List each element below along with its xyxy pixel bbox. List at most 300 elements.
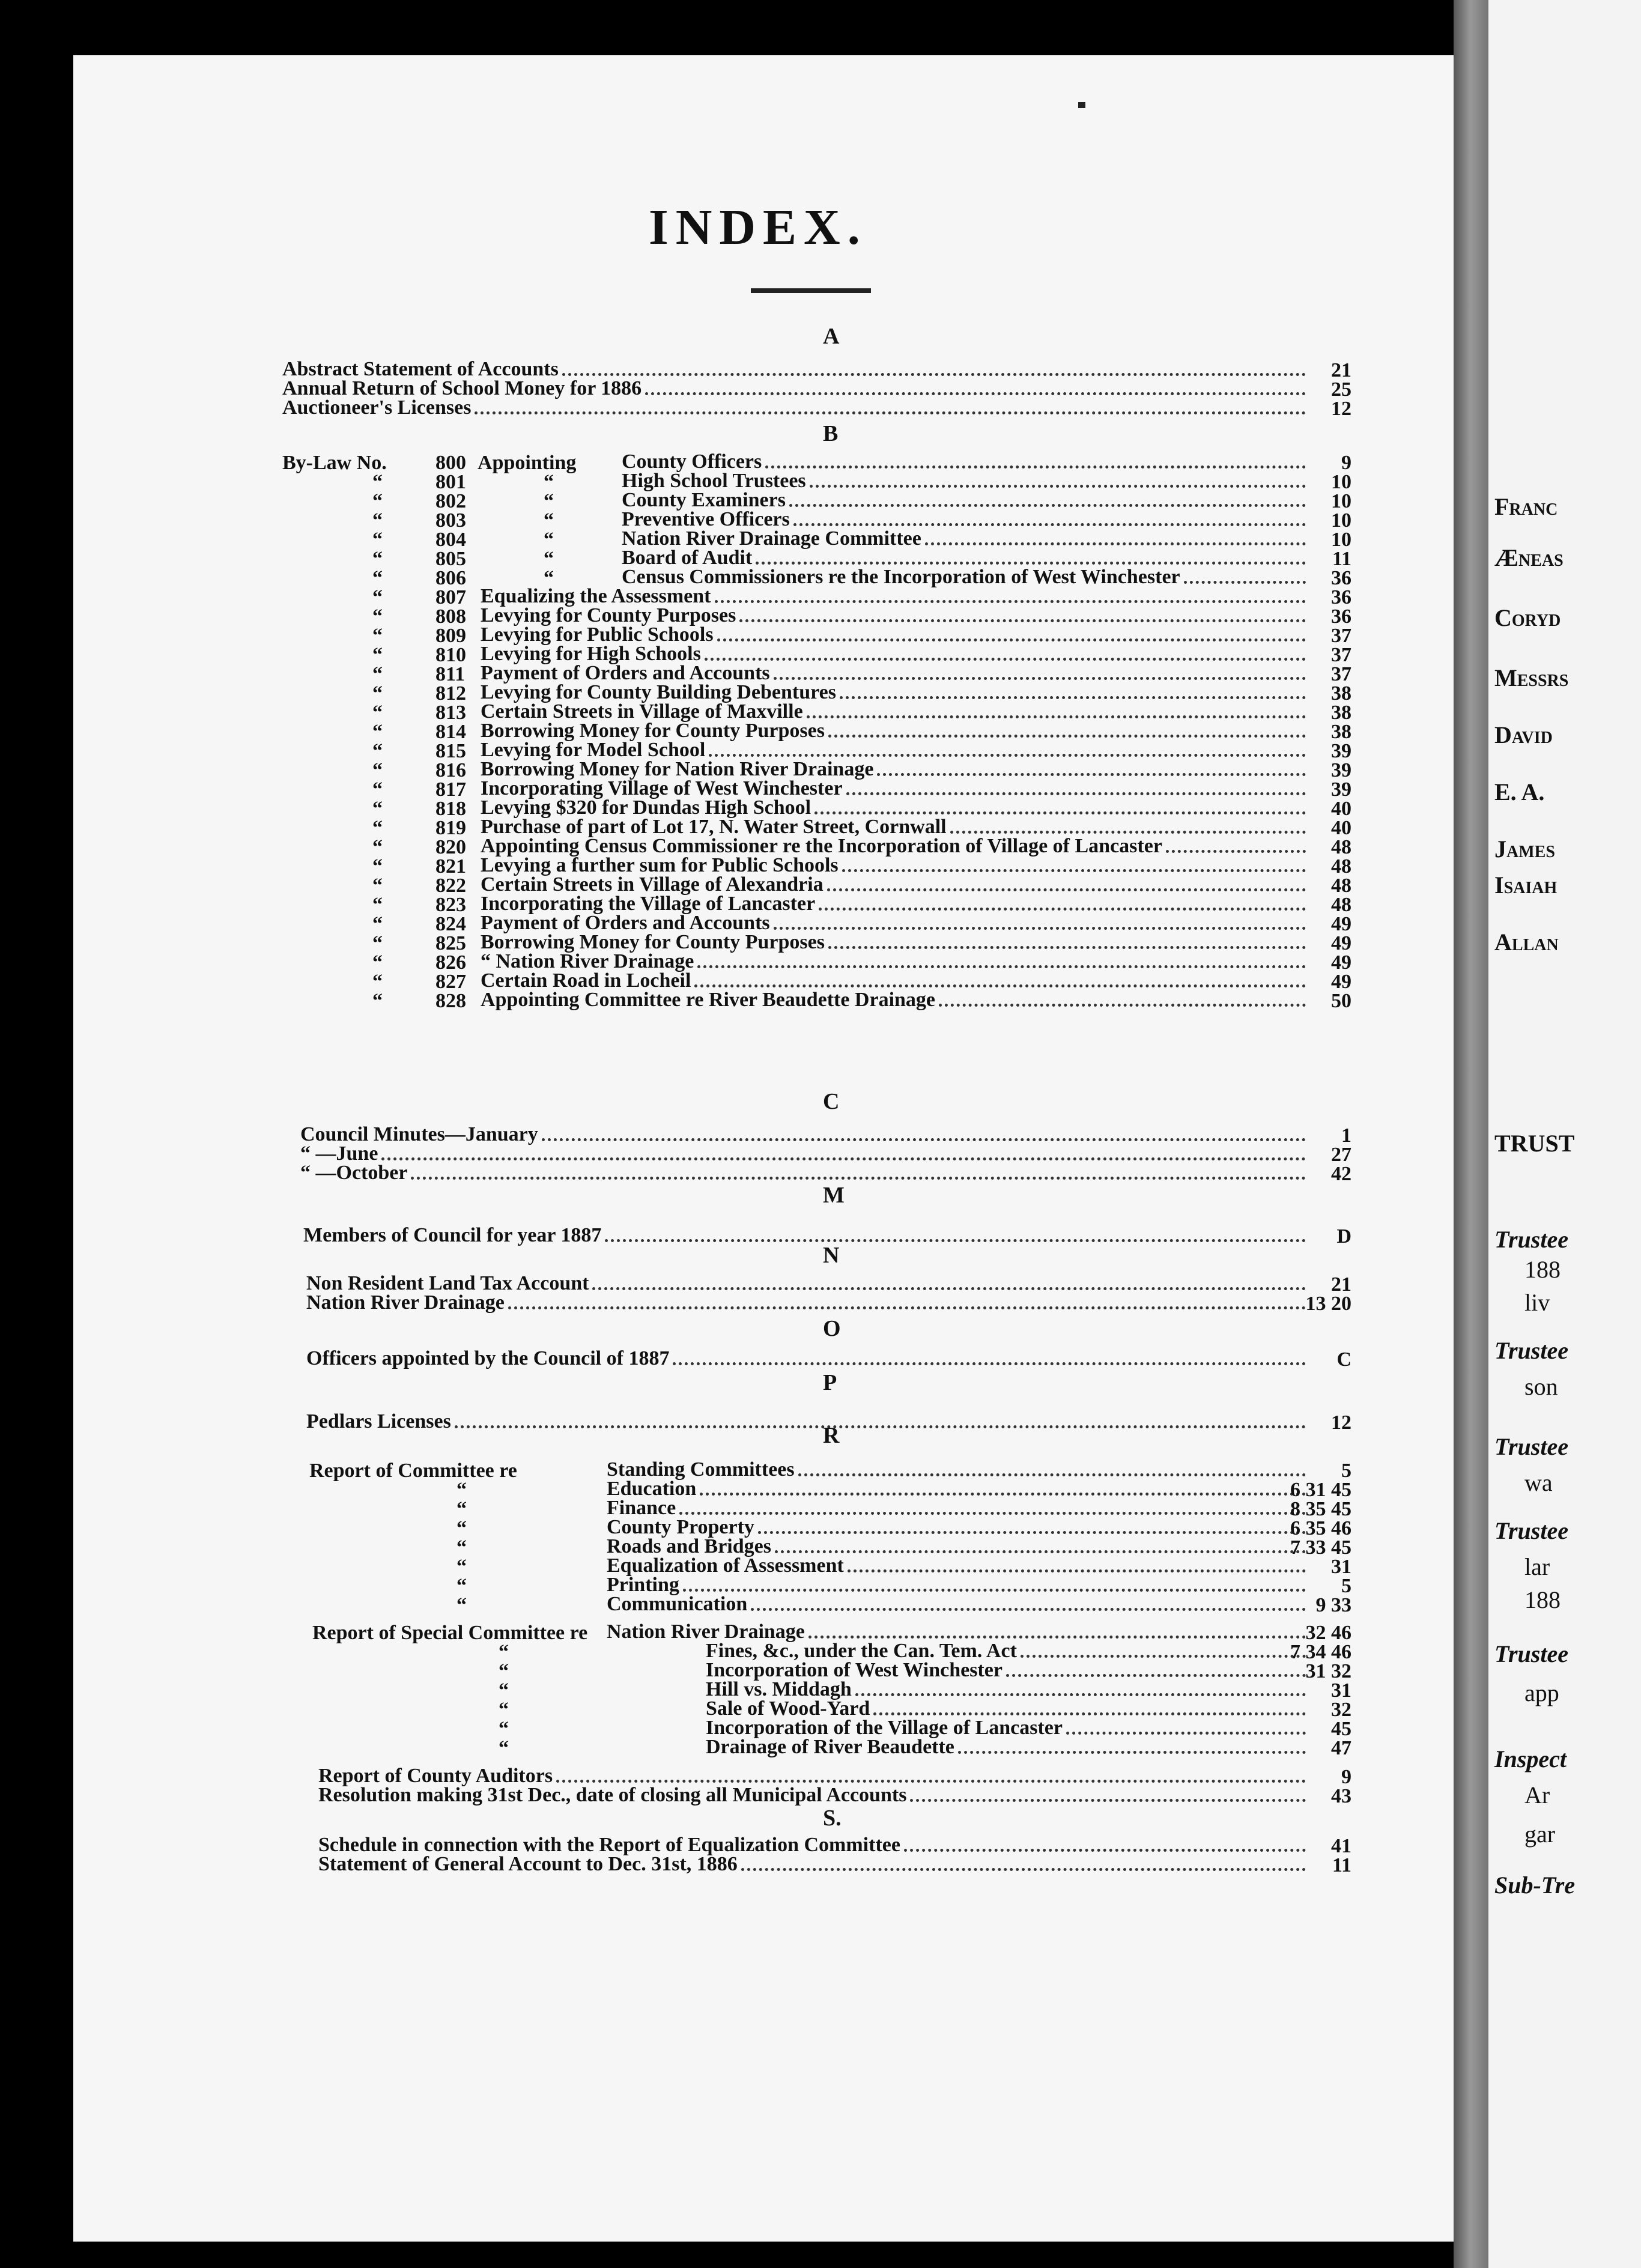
entry-label: Levying for Public Schools — [481, 623, 714, 646]
entry-label: Officers appointed by the Council of 1887 — [306, 1347, 670, 1369]
section-letter: M — [823, 1183, 845, 1208]
entry-label: Incorporation of West Winchester — [706, 1659, 1002, 1681]
bylaw-number: 803 — [435, 509, 466, 532]
dot-leader — [904, 1849, 1306, 1852]
page-numbers: 37 — [1331, 663, 1351, 685]
entry-label: Council Minutes—January — [300, 1123, 538, 1145]
facing-page-text: 188 — [1524, 1256, 1561, 1283]
dot-leader — [508, 1306, 1306, 1309]
dot-leader — [877, 773, 1306, 776]
dot-leader — [455, 1425, 1306, 1428]
ink-mark — [1078, 102, 1085, 108]
ditto-mark: “ — [457, 1556, 467, 1578]
page-numbers: 48 — [1331, 855, 1351, 878]
page-numbers: 38 — [1331, 682, 1351, 705]
page-numbers: 9 — [1341, 452, 1351, 474]
dot-leader — [910, 1799, 1306, 1802]
ditto-mark: “ — [457, 1479, 467, 1501]
ditto-mark: “ — [372, 798, 383, 820]
dot-leader — [828, 946, 1306, 949]
facing-page-text: Trustee — [1494, 1433, 1568, 1460]
page-numbers: 49 — [1331, 913, 1351, 935]
page-numbers: 39 — [1331, 759, 1351, 781]
dot-leader — [765, 465, 1306, 468]
bylaw-number: 817 — [435, 778, 466, 801]
ditto-mark: “ — [372, 990, 383, 1012]
page-numbers: 9 33 — [1315, 1594, 1351, 1616]
ditto-mark: “ — [544, 567, 554, 589]
bylaw-number: 825 — [435, 932, 466, 954]
page-numbers: 48 — [1331, 894, 1351, 916]
page-numbers: 10 — [1331, 490, 1351, 512]
ditto-mark: “ — [499, 1737, 509, 1759]
dot-leader — [774, 927, 1306, 930]
bylaw-prefix: By-Law No. — [282, 452, 387, 474]
ditto-mark: “ — [372, 509, 383, 532]
ditto-mark: “ — [372, 682, 383, 705]
index-entry — [306, 1293, 1309, 1314]
bylaw-number: 820 — [435, 836, 466, 858]
dot-leader — [810, 485, 1306, 488]
page-numbers: 39 — [1331, 740, 1351, 762]
ditto-mark: “ — [372, 625, 383, 647]
dot-leader — [741, 1868, 1306, 1871]
dot-leader — [673, 1362, 1306, 1365]
bylaw-number: 824 — [435, 913, 466, 935]
ditto-mark: “ — [372, 932, 383, 954]
entry-label: Schedule in connection with the Report of Equalization Committee — [318, 1834, 900, 1856]
ditto-mark: “ — [372, 855, 383, 878]
dot-leader — [717, 638, 1306, 641]
facing-page-text: Trustee — [1494, 1226, 1568, 1253]
index-entry — [306, 1348, 1309, 1370]
dot-leader — [694, 984, 1306, 987]
page-numbers: 49 — [1331, 951, 1351, 974]
ditto-mark: “ — [544, 490, 554, 512]
dot-leader — [605, 1239, 1306, 1242]
ditto-mark: “ — [544, 529, 554, 551]
bylaw-number: 813 — [435, 702, 466, 724]
page-numbers: 40 — [1331, 817, 1351, 839]
entry-label: Certain Streets in Village of Alexandria — [481, 873, 824, 896]
facing-page-text: lar — [1524, 1553, 1550, 1580]
page-numbers: 27 — [1331, 1144, 1351, 1166]
ditto-mark: “ — [457, 1517, 467, 1539]
dot-leader — [709, 754, 1306, 757]
bylaw-entry — [481, 990, 1309, 1011]
facing-page-text: Trustee — [1494, 1640, 1568, 1667]
page-numbers: 37 — [1331, 625, 1351, 647]
facing-page-text: Trustee — [1494, 1337, 1568, 1364]
dot-leader — [542, 1138, 1306, 1141]
ditto-mark: “ — [372, 702, 383, 724]
entry-label: Abstract Statement of Accounts — [282, 358, 559, 380]
committee-entry — [607, 1460, 1309, 1481]
page-numbers: 6 31 45 — [1290, 1479, 1351, 1501]
ditto-mark: “ — [372, 721, 383, 743]
index-entry — [300, 1144, 1309, 1165]
entry-label: Nation River Drainage — [607, 1621, 805, 1643]
dot-leader — [592, 1287, 1306, 1290]
page-numbers: 31 — [1331, 1556, 1351, 1578]
entry-label: Levying a further sum for Public Schools — [481, 854, 839, 876]
dot-leader — [683, 1589, 1306, 1592]
page-numbers: 9 — [1341, 1766, 1351, 1788]
page-numbers: 13 20 — [1305, 1293, 1351, 1315]
entry-label: Statement of General Account to Dec. 31st, 1886 — [318, 1853, 738, 1875]
entry-label: Appointing Census Commissioner re the Incorporation of Village of Lancaster — [481, 835, 1162, 857]
page-numbers: 49 — [1331, 932, 1351, 954]
facing-page-text: Sub-Tre — [1494, 1872, 1576, 1899]
entry-label: Purchase of part of Lot 17, N. Water Street, Cornwall — [481, 816, 947, 838]
page-numbers: 10 — [1331, 471, 1351, 493]
ditto-mark: “ — [372, 529, 383, 551]
page-numbers: 1 — [1341, 1124, 1351, 1147]
facing-page-text: liv — [1524, 1289, 1550, 1316]
entry-label: Annual Return of School Money for 1886 — [282, 377, 642, 399]
facing-page-text: son — [1524, 1373, 1558, 1400]
page-numbers: 38 — [1331, 702, 1351, 724]
bylaw-number: 811 — [435, 663, 466, 685]
entry-label: Certain Streets in Village of Maxville — [481, 700, 803, 723]
bylaw-number: 801 — [435, 471, 466, 493]
page-numbers: C — [1336, 1348, 1351, 1371]
ditto-mark: “ — [372, 894, 383, 916]
entry-label: Levying $320 for Dundas High School — [481, 796, 811, 819]
ditto-mark: “ — [372, 471, 383, 493]
ditto-mark: “ — [372, 836, 383, 858]
facing-page-text: Coryd — [1494, 604, 1561, 631]
ditto-mark: “ — [499, 1718, 509, 1740]
dot-leader — [411, 1177, 1306, 1180]
page-numbers: 6 35 46 — [1290, 1517, 1351, 1539]
page-numbers: 12 — [1331, 398, 1351, 420]
entry-label: Resolution making 31st Dec., date of closing all Municipal Accounts — [318, 1784, 907, 1806]
page-numbers: 31 32 — [1305, 1660, 1351, 1682]
ditto-mark: “ — [372, 951, 383, 974]
committee-entry — [607, 1479, 1309, 1500]
entry-label: Nation River Drainage Committee — [622, 527, 921, 550]
facing-page-text: app — [1524, 1679, 1559, 1706]
facing-page-text: 188 — [1524, 1586, 1561, 1613]
ditto-mark: “ — [544, 509, 554, 532]
dot-leader — [925, 542, 1306, 545]
bylaw-number: 809 — [435, 625, 466, 647]
facing-page-text: Franc — [1494, 493, 1558, 520]
ditto-mark: “ — [499, 1679, 509, 1702]
page-numbers: 40 — [1331, 798, 1351, 820]
dot-leader — [819, 908, 1306, 911]
entry-label: Roads and Bridges — [607, 1535, 771, 1557]
special-committee-prefix: Report of Special Committee re — [312, 1622, 588, 1644]
facing-page-text: James — [1494, 835, 1555, 863]
bylaw-number: 812 — [435, 682, 466, 705]
entry-label: Fines, &c., under the Can. Tem. Act — [706, 1640, 1017, 1662]
ditto-mark: “ — [372, 759, 383, 781]
bylaw-number: 828 — [435, 990, 466, 1012]
entry-label: County Examiners — [622, 489, 786, 511]
ditto-mark: “ — [372, 778, 383, 801]
bylaw-number: 814 — [435, 721, 466, 743]
ditto-mark: “ — [372, 913, 383, 935]
facing-page-text: Isaiah — [1494, 872, 1558, 899]
bylaw-number: 819 — [435, 817, 466, 839]
entry-label: Payment of Orders and Accounts — [481, 662, 770, 684]
facing-page-text: wa — [1524, 1469, 1553, 1496]
committee-prefix: Report of Committee re — [309, 1460, 517, 1482]
page-numbers: 37 — [1331, 644, 1351, 666]
facing-page-text: Ar — [1524, 1781, 1550, 1809]
index-entry — [318, 1854, 1309, 1876]
dot-leader — [827, 888, 1306, 891]
ditto-mark: “ — [372, 817, 383, 839]
special-committee-entry — [706, 1737, 1309, 1759]
facing-page-text: Messrs — [1494, 664, 1569, 691]
section-letter: P — [823, 1370, 837, 1395]
bylaw-number: 827 — [435, 971, 466, 993]
dot-leader — [381, 1157, 1306, 1160]
ditto-mark: “ — [372, 567, 383, 589]
page-numbers: 38 — [1331, 721, 1351, 743]
page-numbers: 10 — [1331, 509, 1351, 532]
dot-leader — [789, 504, 1306, 507]
dot-leader — [739, 619, 1306, 622]
entry-label: Members of Council for year 1887 — [303, 1224, 602, 1246]
entry-label: Printing — [607, 1574, 679, 1596]
ditto-mark: “ — [372, 490, 383, 512]
page-numbers: 41 — [1331, 1835, 1351, 1857]
ditto-mark: “ — [372, 663, 383, 685]
dot-leader — [793, 523, 1306, 526]
entry-label: “ —June — [300, 1142, 378, 1165]
index-entry — [306, 1411, 1309, 1433]
page-numbers: D — [1336, 1225, 1351, 1248]
bylaw-number: 818 — [435, 798, 466, 820]
bylaw-number: 826 — [435, 951, 466, 974]
entry-label: Levying for County Purposes — [481, 604, 736, 626]
dot-leader — [751, 1608, 1306, 1611]
page-numbers: 36 — [1331, 586, 1351, 608]
page-numbers: 11 — [1332, 1854, 1351, 1876]
index-entry — [300, 1124, 1309, 1146]
bylaw-number: 815 — [435, 740, 466, 762]
entry-label: Nation River Drainage — [306, 1291, 505, 1314]
entry-label: Levying for County Building Debentures — [481, 681, 836, 703]
facing-page-text: Æneas — [1494, 544, 1564, 571]
section-letter: N — [823, 1243, 840, 1268]
committee-entry — [607, 1594, 1309, 1616]
section-letter: B — [823, 421, 839, 446]
facing-page-text: David — [1494, 721, 1553, 748]
entry-label: County Officers — [622, 450, 762, 473]
bylaw-number: 802 — [435, 490, 466, 512]
dot-leader — [848, 1569, 1306, 1572]
dot-leader — [697, 965, 1306, 968]
page-numbers: 25 — [1331, 378, 1351, 401]
facing-page-text: gar — [1524, 1821, 1556, 1848]
entry-label: County Property — [607, 1516, 754, 1538]
ditto-mark: “ — [499, 1641, 509, 1663]
ditto-mark: “ — [372, 605, 383, 628]
dot-leader — [705, 658, 1306, 661]
entry-label: Borrowing Money for Nation River Drainage — [481, 758, 874, 780]
title-rule — [751, 288, 871, 293]
ditto-mark: “ — [499, 1660, 509, 1682]
bylaw-number: 800 — [435, 452, 466, 474]
bylaw-number: 805 — [435, 548, 466, 570]
ditto-mark: “ — [457, 1498, 467, 1520]
page-numbers: 43 — [1331, 1785, 1351, 1807]
page-numbers: 8 35 45 — [1290, 1498, 1351, 1520]
bylaw-number: 810 — [435, 644, 466, 666]
page-numbers: 32 — [1331, 1699, 1351, 1721]
dot-leader — [645, 392, 1306, 395]
entry-label: Non Resident Land Tax Account — [306, 1272, 589, 1294]
entry-label: Payment of Orders and Accounts — [481, 912, 770, 934]
page-numbers: 39 — [1331, 778, 1351, 801]
bylaw-number: 822 — [435, 875, 466, 897]
ditto-mark: “ — [372, 644, 383, 666]
bylaw-verb: Appointing — [478, 452, 577, 474]
entry-label: Auctioneer's Licenses — [282, 396, 472, 419]
page-numbers: 36 — [1331, 605, 1351, 628]
bylaw-number: 816 — [435, 759, 466, 781]
dot-leader — [562, 373, 1306, 376]
dot-leader — [842, 869, 1306, 872]
dot-leader — [808, 1636, 1306, 1639]
committee-entry — [607, 1556, 1309, 1577]
dot-leader — [774, 677, 1306, 680]
bylaw-number: 806 — [435, 567, 466, 589]
entry-label: Finance — [607, 1497, 676, 1519]
entry-label: Pedlars Licenses — [306, 1410, 451, 1433]
bylaw-entry — [622, 567, 1309, 589]
entry-label: High School Trustees — [622, 470, 806, 492]
ditto-mark: “ — [457, 1536, 467, 1559]
page-numbers: 32 46 — [1305, 1622, 1351, 1644]
entry-label: Communication — [607, 1593, 748, 1615]
page-numbers: 45 — [1331, 1718, 1351, 1740]
page-numbers: 12 — [1331, 1411, 1351, 1434]
entry-label: Board of Audit — [622, 547, 753, 569]
dot-leader — [828, 735, 1306, 738]
bylaw-number: 821 — [435, 855, 466, 878]
dot-leader — [756, 562, 1306, 565]
ditto-mark: “ — [372, 586, 383, 608]
entry-label: “ Nation River Drainage — [481, 950, 694, 972]
entry-label: Borrowing Money for County Purposes — [481, 931, 825, 953]
dot-leader — [758, 1531, 1306, 1534]
ditto-mark: “ — [457, 1575, 467, 1597]
entry-label: Levying for Model School — [481, 739, 706, 761]
page-numbers: 11 — [1332, 548, 1351, 570]
entry-label: Incorporating the Village of Lancaster — [481, 893, 816, 915]
entry-label: Incorporation of the Village of Lancaster — [706, 1717, 1063, 1739]
section-letter: A — [823, 324, 840, 349]
dot-leader — [775, 1550, 1306, 1553]
ditto-mark: “ — [544, 548, 554, 570]
facing-page-text: Inspect — [1494, 1745, 1567, 1772]
dot-leader — [556, 1780, 1306, 1783]
facing-page — [1488, 0, 1641, 2268]
facing-page-text: Trustee — [1494, 1517, 1568, 1544]
dot-leader — [846, 792, 1306, 795]
ditto-mark: “ — [457, 1594, 467, 1616]
page-numbers: 7 34 46 — [1290, 1641, 1351, 1663]
page-numbers: 42 — [1331, 1163, 1351, 1185]
entry-label: Standing Committees — [607, 1458, 795, 1481]
ditto-mark: “ — [372, 875, 383, 897]
page-numbers: 31 — [1331, 1679, 1351, 1702]
ditto-mark: “ — [544, 471, 554, 493]
index-entry — [303, 1225, 1309, 1247]
page-numbers: 5 — [1341, 1575, 1351, 1597]
facing-page-text: Allan — [1494, 929, 1559, 956]
ditto-mark: “ — [372, 971, 383, 993]
page-numbers: 21 — [1331, 359, 1351, 381]
dot-leader — [807, 715, 1306, 718]
entry-label: “ —October — [300, 1162, 408, 1184]
dot-leader — [475, 411, 1306, 414]
facing-page-text: TRUST — [1494, 1130, 1575, 1157]
entry-label: Education — [607, 1478, 697, 1500]
section-letter: C — [823, 1089, 840, 1114]
dot-leader — [700, 1493, 1306, 1496]
entry-label: Hill vs. Middagh — [706, 1678, 852, 1700]
entry-label: Drainage of River Beaudette — [706, 1736, 954, 1758]
bylaw-number: 808 — [435, 605, 466, 628]
page-numbers: 47 — [1331, 1737, 1351, 1759]
index-entry — [282, 398, 1309, 419]
ditto-mark: “ — [372, 740, 383, 762]
index-entry — [318, 1785, 1309, 1807]
page-numbers: 10 — [1331, 529, 1351, 551]
page-numbers: 5 — [1341, 1460, 1351, 1482]
dot-leader — [679, 1512, 1306, 1515]
entry-label: Equalization of Assessment — [607, 1554, 844, 1577]
bylaw-number: 823 — [435, 894, 466, 916]
dot-leader — [798, 1473, 1306, 1476]
entry-label: Preventive Officers — [622, 508, 790, 530]
ditto-mark: “ — [372, 548, 383, 570]
page-numbers: 50 — [1331, 990, 1351, 1012]
dot-leader — [814, 811, 1306, 814]
dot-leader — [873, 1712, 1306, 1715]
entry-label: Report of County Auditors — [318, 1765, 553, 1787]
entry-label: Appointing Committee re River Beaudette Drainage — [481, 989, 936, 1011]
section-letter: O — [823, 1316, 841, 1341]
ditto-mark: “ — [499, 1699, 509, 1721]
index-entry — [300, 1163, 1309, 1184]
section-letter: R — [823, 1423, 840, 1448]
entry-label: Levying for High Schools — [481, 643, 701, 665]
facing-page-text: E. A. — [1494, 778, 1545, 805]
entry-label: Equalizing the Assessment — [481, 585, 711, 607]
page-title: INDEX. — [649, 199, 867, 255]
bylaw-number: 807 — [435, 586, 466, 608]
page-numbers: 49 — [1331, 971, 1351, 993]
entry-label: Borrowing Money for County Purposes — [481, 720, 825, 742]
dot-leader — [840, 696, 1306, 699]
page-numbers: 7 33 45 — [1290, 1536, 1351, 1559]
dot-leader — [855, 1693, 1306, 1696]
entry-label: Census Commissioners re the Incorporation of West Winchester — [622, 566, 1180, 588]
dot-leader — [715, 600, 1306, 603]
entry-label: Incorporating Village of West Winchester — [481, 777, 843, 799]
page-numbers: 48 — [1331, 836, 1351, 858]
page-numbers: 21 — [1331, 1273, 1351, 1296]
section-letter: S. — [823, 1806, 842, 1831]
